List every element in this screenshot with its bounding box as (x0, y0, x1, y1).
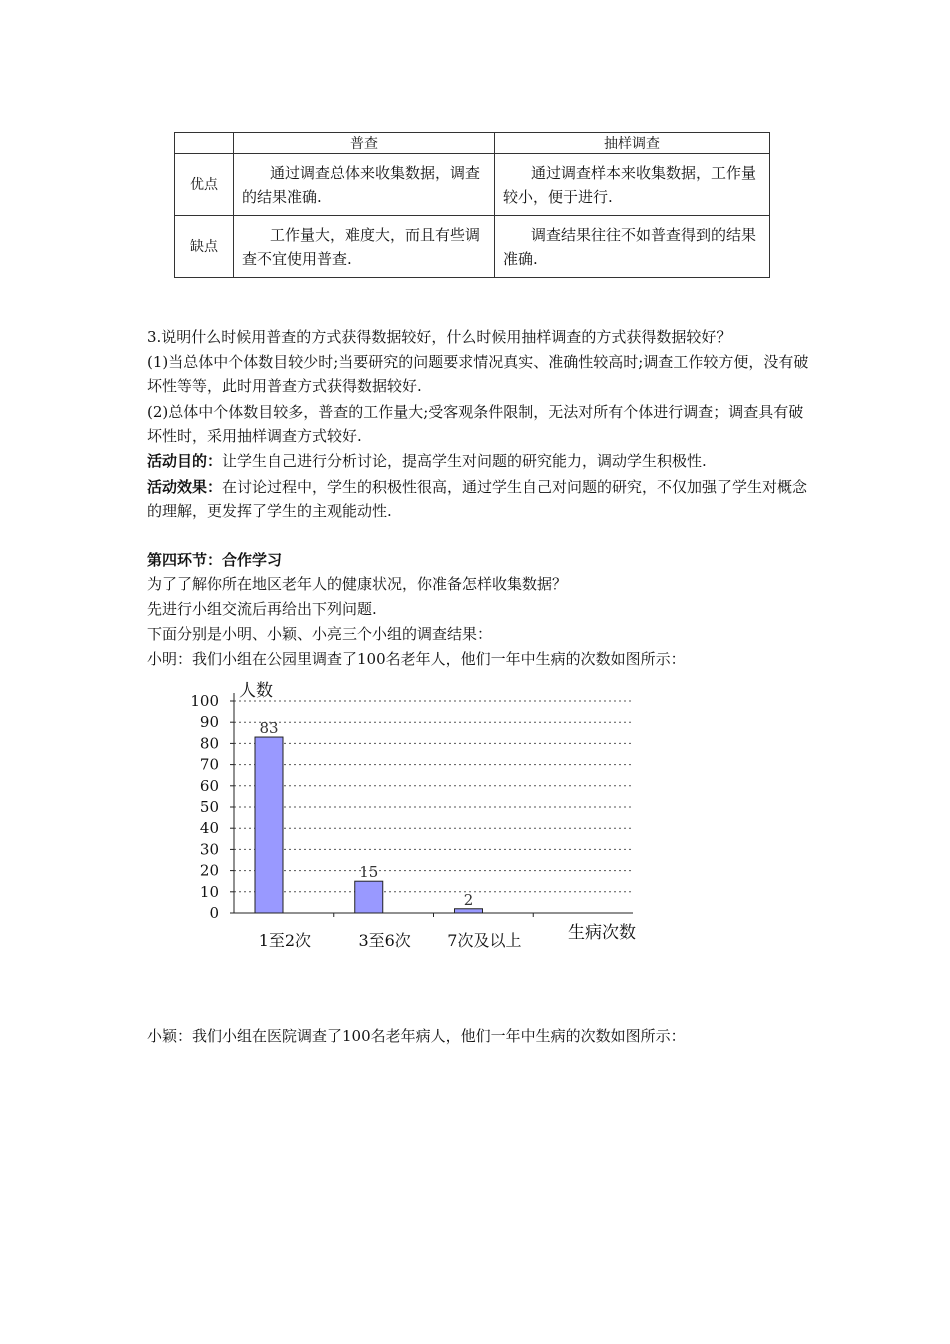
activity-effect-text: 在讨论过程中，学生的积极性很高，通过学生自己对问题的研究，不仅加强了学生对概念的理解，更发挥了学生的主观能动性. (147, 478, 808, 520)
bar (255, 737, 283, 913)
activity-goal-label: 活动目的： (147, 452, 223, 470)
y-tick-label: 30 (199, 840, 219, 859)
table-cell (234, 154, 495, 216)
activity-goal-text: 让学生自己进行分析讨论，提高学生对问题的研究能力，调动学生积极性. (222, 452, 707, 470)
y-tick-label: 80 (199, 734, 219, 753)
answer-1: (1)当总体中个体数目较少时;当要研究的问题要求情况真实、准确性较高时;调查工作较方便，没有破坏性等等，此时用普查方式获得数据较好. (147, 353, 809, 395)
y-tick-label: 10 (199, 882, 219, 901)
y-tick-label: 70 (199, 755, 219, 774)
answer-2: (2)总体中个体数目较多，普查的工作量大;受客观条件限制，无法对所有个体进行调查；调查具有破坏性时，采用抽样调查方式较好. (147, 403, 804, 445)
paragraph: 小明：我们小组在公园里调查了100名老年人，他们一年中生病的次数如图所示： (147, 650, 686, 668)
activity-goal (147, 450, 809, 472)
x-tick-label: 1至2次 (258, 931, 312, 950)
x-tick-label: 7次及以上 (447, 931, 522, 950)
table-cell (495, 216, 770, 278)
bar (455, 909, 483, 913)
y-tick-label: 40 (199, 819, 219, 838)
y-axis-label: 人数 (239, 681, 273, 701)
paragraph: 下面分别是小明、小颖、小亮三个小组的调查结果： (147, 625, 493, 643)
paragraph: 为了了解你所在地区老年人的健康状况，你准备怎样收集数据？ (147, 575, 568, 593)
y-tick-label: 100 (190, 692, 219, 710)
bar (355, 881, 383, 913)
x-tick-label: 3至6次 (358, 931, 411, 950)
paragraph: 小颖：我们小组在医院调查了100名老年病人，他们一年中生病的次数如图所示： (147, 1027, 686, 1045)
data-label: 2 (463, 890, 474, 909)
table-header-cell (175, 133, 234, 154)
row-label-disadvantages: 缺点 (175, 216, 234, 278)
table-header-census: 普查 (234, 133, 495, 154)
data-label: 15 (359, 863, 379, 882)
table-cell (495, 154, 770, 216)
y-tick-label: 20 (199, 861, 219, 880)
table-header-sampling: 抽样调查 (495, 133, 770, 154)
cell-text: 工作量大，难度大，而且有些调查不宜使用普查. (242, 225, 481, 268)
y-tick-label: 60 (199, 776, 219, 795)
table-cell (234, 216, 495, 278)
paragraph: 先进行小组交流后再给出下列问题. (147, 600, 377, 618)
section-title: 第四环节：合作学习 (147, 551, 283, 569)
table-row (175, 154, 770, 216)
cell-text: 通过调查总体来收集数据，调查的结果准确. (242, 163, 481, 206)
comparison-table (174, 132, 770, 278)
table-header-row (175, 133, 770, 154)
x-axis-label: 生病次数 (568, 923, 636, 943)
y-tick-label: 0 (209, 904, 219, 922)
bar-chart (180, 676, 660, 956)
data-label: 83 (259, 719, 279, 738)
y-tick-label: 50 (199, 798, 219, 816)
question-3: 3.说明什么时候用普查的方式获得数据较好，什么时候用抽样调查的方式获得数据较好？ (147, 328, 732, 346)
row-label-advantages: 优点 (175, 154, 234, 216)
activity-effect-label: 活动效果： (147, 478, 223, 496)
cell-text: 调查结果往往不如普查得到的结果准确. (503, 225, 757, 268)
cell-text: 通过调查样本来收集数据，工作量较小，便于进行. (503, 163, 757, 206)
activity-effect (147, 475, 809, 523)
table-row (175, 216, 770, 278)
y-tick-label: 90 (199, 713, 219, 732)
